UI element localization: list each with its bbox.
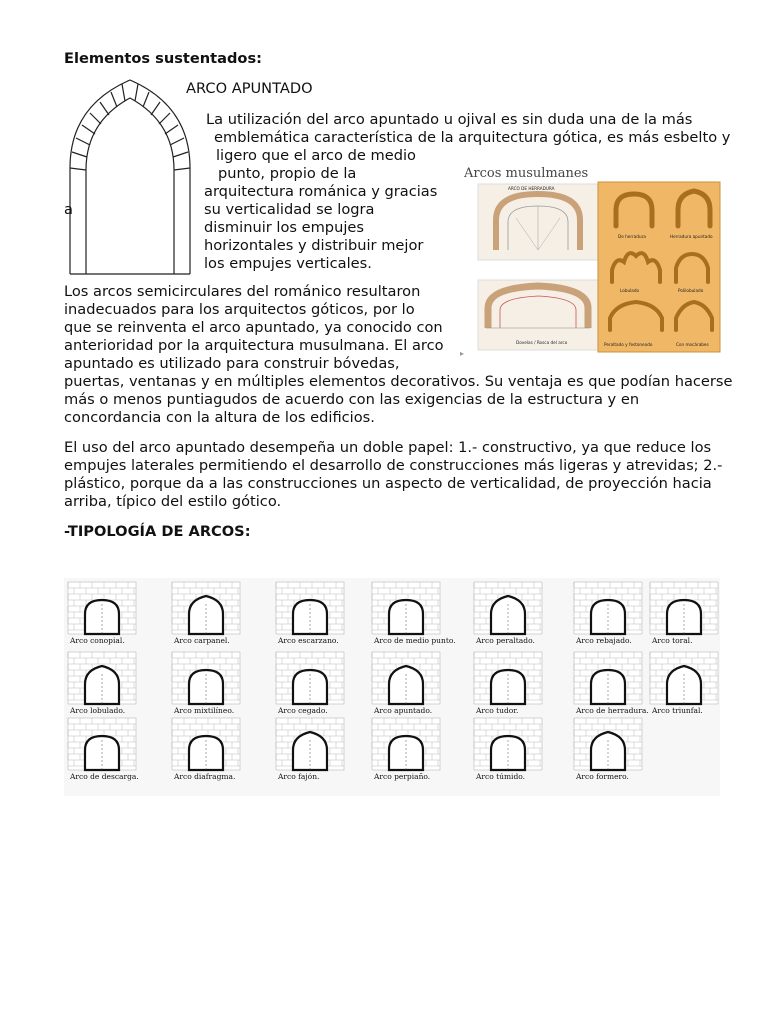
arch-label: Arco de descarga. xyxy=(70,772,139,781)
para3-line: plástico, porque da a las construcciones un aspecto de verticalidad, de proyección hacia xyxy=(64,475,712,492)
intro-line: arquitectura románica y gracias xyxy=(204,183,438,200)
arch-label: Arco fajón. xyxy=(278,772,320,781)
musul-label: Herradura apuntado xyxy=(670,234,713,239)
arch-cell xyxy=(68,718,139,781)
stray-letter: a xyxy=(64,201,73,218)
arcos-musulmanes-figure xyxy=(456,158,724,358)
arch-label: Arco mixtilíneo. xyxy=(174,706,235,715)
musul-label: Con mocárabes xyxy=(676,342,709,347)
arch-cell xyxy=(574,652,649,715)
intro-line: los empujes verticales. xyxy=(204,255,372,272)
intro-line: emblemática característica de la arquitectura gótica, es más esbelto y xyxy=(214,129,731,146)
arch-label: Arco conopial. xyxy=(70,636,125,645)
arch-label: Arco escarzano. xyxy=(278,636,339,645)
arch-label: Arco lobulado. xyxy=(70,706,126,715)
arch-cell xyxy=(172,718,240,781)
musulmanes-title: Arcos musulmanes xyxy=(464,166,589,181)
arch-label: Arco tudor. xyxy=(476,706,519,715)
para2-line: apuntado es utilizado para construir bóvedas, xyxy=(64,355,400,372)
para2-line: que se reinventa el arco apuntado, ya conocido con xyxy=(64,319,443,336)
intro-line: La utilización del arco apuntado u ojival es sin duda una de la más xyxy=(206,111,693,128)
musul-label: Polilobulado xyxy=(678,288,704,293)
musul-label: Peraltado y festoneado xyxy=(604,342,653,347)
musulmanes-caption-top: ARCO DE HERRADURA xyxy=(508,186,555,191)
para2-line: puertas, ventanas y en múltiples elementos decorativos. Su ventaja es que podían hacerse xyxy=(64,373,733,390)
arch-cell xyxy=(276,582,344,645)
arch-label: Arco cegado. xyxy=(278,706,328,715)
intro-line: horizontales y distribuir mejor xyxy=(204,237,424,254)
arch-label: Arco diafragma. xyxy=(174,772,236,781)
musul-label: Lobulado xyxy=(620,288,640,293)
para2-line: Los arcos semicirculares del románico resultaron xyxy=(64,283,421,300)
para2-line: más o menos puntiagudos de acuerdo con las exigencias de la estructura y en xyxy=(64,391,640,408)
arch-label: Arco rebajado. xyxy=(576,636,632,645)
para2-line: inadecuados para los arquitectos góticos, por lo xyxy=(64,301,415,318)
play-icon: ▸ xyxy=(460,349,465,358)
musul-label: De herradura xyxy=(618,234,646,239)
heading-elementos: Elementos sustentados: xyxy=(64,50,262,67)
arch-cell xyxy=(372,652,440,715)
arch-label: Arco toral. xyxy=(652,636,693,645)
pointed-arch-drawing xyxy=(60,76,200,276)
arch-label: Arco carpanel. xyxy=(174,636,230,645)
arch-label: Arco apuntado. xyxy=(374,706,433,715)
intro-line: ligero que el arco de medio xyxy=(216,147,416,164)
para2-line: concordancia con la altura de los edificios. xyxy=(64,409,375,426)
heading-arco-apuntado: ARCO APUNTADO xyxy=(186,80,313,97)
musulmanes-caption-mid: Dovelas / Rosca del arco xyxy=(516,340,568,345)
arch-label: Arco túmido. xyxy=(476,772,526,781)
para3-line: El uso del arco apuntado desempeña un doble papel: 1.- constructivo, ya que reduce los xyxy=(64,439,712,456)
para2-line: anterioridad por la arquitectura musulmana. El arco xyxy=(64,337,444,354)
arch-label: Arco perpiaño. xyxy=(374,772,431,781)
intro-line: punto, propio de la xyxy=(218,165,357,182)
para3-line: empujes laterales permitiendo el desarrollo de construcciones más ligeras y atrevidas; 2.- xyxy=(64,457,723,474)
arch-cell xyxy=(474,582,542,645)
arch-cell xyxy=(172,652,240,715)
arch-label: Arco peraltado. xyxy=(476,636,535,645)
arch-label: Arco triunfal. xyxy=(652,706,703,715)
arch-typology-plate xyxy=(64,578,720,796)
heading-tipologia: -TIPOLOGÍA DE ARCOS: xyxy=(64,523,251,540)
arch-label: Arco de medio punto. xyxy=(374,636,456,645)
intro-line: su verticalidad se logra xyxy=(204,201,375,218)
para3-line: arriba, típico del estilo gótico. xyxy=(64,493,282,510)
arch-label: Arco de herradura. xyxy=(576,706,649,715)
arch-cell xyxy=(372,718,440,781)
arch-label: Arco formero. xyxy=(576,772,629,781)
intro-line: disminuir los empujes xyxy=(204,219,364,236)
